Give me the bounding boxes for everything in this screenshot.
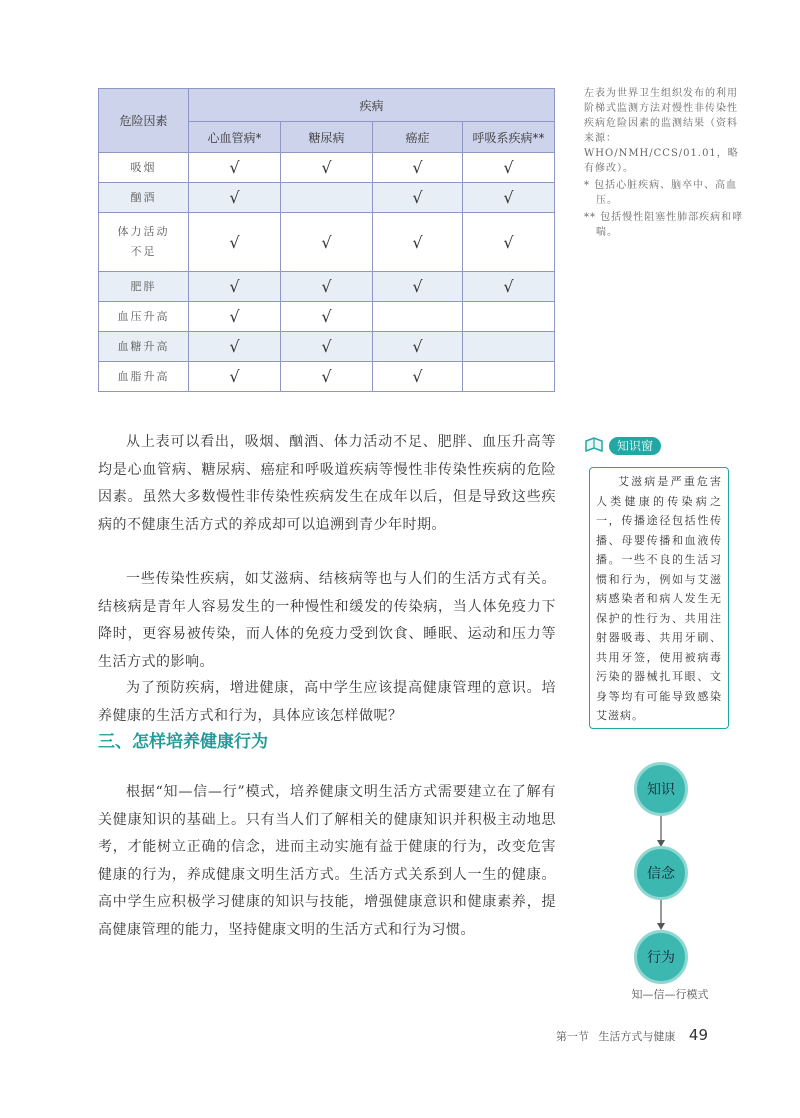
checkmark-icon: √ (321, 277, 332, 296)
table-side-note (584, 86, 744, 240)
knowledge-window-text: 艾滋病是严重危害人类健康的传染病之一，传播途径包括性传播、母婴传播和血液传播。一些不良的生活习惯和行为，例如与艾滋病感染者和病人发生无保护的性行为、共用注射器吸毒、共用牙刷、共用牙签，使用被病毒污染的器械扎耳眼、文身等均有可能导致感染艾滋病。 (589, 467, 729, 729)
checkmark-icon: √ (412, 188, 423, 207)
knowledge-window-title: 知识窗 (609, 437, 661, 455)
checkmark-icon: √ (412, 158, 423, 177)
flow-node-belief: 信念 (634, 846, 688, 900)
check-cell (373, 362, 463, 392)
table-row (99, 153, 555, 183)
table-row (99, 362, 555, 392)
page-footer (556, 1026, 708, 1044)
kab-flow-diagram (620, 760, 730, 1000)
risk-factor-label: 肥胖 (130, 279, 157, 293)
check-cell (281, 272, 373, 302)
empty-cell (281, 183, 373, 213)
checkmark-icon: √ (229, 337, 240, 356)
checkmark-icon: √ (229, 367, 240, 386)
checkmark-icon: √ (321, 158, 332, 177)
checkmark-icon: √ (229, 277, 240, 296)
checkmark-icon: √ (503, 277, 514, 296)
footnote-cardio: * 包括心脏疾病、脑卒中、高血压。 (584, 180, 738, 206)
paragraph-kab-model: 根据“知—信—行”模式，培养健康文明生活方式需要建立在了解有关健康知识的基础上。只有当人们了解相关的健康知识并积极主动地思考，才能树立正确的信念，进而主动实施有益于健康的行为，改变危害健康的行为，养成健康文明生活方式。生活方式关系到人一生的健康。高中学生应积极学习健康的知识与技能，增强健康意识和健康素养，提高健康管理的能力，坚持健康文明的生活方式和行为习惯。 (98, 784, 556, 938)
table-corner-header: 危险因素 (99, 89, 189, 153)
table-row (99, 213, 555, 272)
risk-factor-cell (99, 362, 189, 392)
check-cell (281, 153, 373, 183)
check-cell (373, 332, 463, 362)
checkmark-icon: √ (321, 337, 332, 356)
footnote-respiratory: ** 包括慢性阻塞性肺部疾病和哮喘。 (584, 212, 744, 238)
table-row (99, 183, 555, 213)
checkmark-icon: √ (412, 277, 423, 296)
check-cell (189, 302, 281, 332)
empty-cell (373, 302, 463, 332)
check-cell (373, 153, 463, 183)
checkmark-icon: √ (229, 232, 240, 252)
flow-node-action: 行为 (634, 930, 688, 984)
footer-title: 生活方式与健康 (598, 1030, 676, 1043)
risk-factor-cell (99, 183, 189, 213)
checkmark-icon: √ (503, 232, 514, 252)
risk-factor-cell (99, 332, 189, 362)
checkmark-icon: √ (229, 158, 240, 177)
checkmark-icon: √ (321, 232, 332, 252)
empty-cell (463, 332, 555, 362)
risk-factor-label: 酗酒 (130, 190, 157, 204)
checkmark-icon: √ (321, 307, 332, 326)
column-header: 糖尿病 (281, 122, 373, 153)
paragraph-risk-factors: 从上表可以看出，吸烟、酗酒、体力活动不足、肥胖、血压升高等均是心血管病、糖尿病、癌症和呼吸道疾病等慢性非传染性疾病的危险因素。虽然大多数慢性非传染性疾病发生在成年以后，但是导致这些疾病的不健康生活方式的养成却可以追溯到青少年时期。 (98, 434, 556, 533)
checkmark-icon: √ (412, 337, 423, 356)
check-cell (373, 272, 463, 302)
check-cell (281, 302, 373, 332)
check-cell (373, 213, 463, 272)
risk-factor-label: 血压升高 (117, 309, 170, 323)
column-header: 癌症 (373, 122, 463, 153)
check-cell (189, 183, 281, 213)
checkmark-icon: √ (321, 367, 332, 386)
risk-factor-label: 血脂升高 (117, 369, 170, 383)
checkmark-icon: √ (412, 367, 423, 386)
table-group-header: 疾病 (189, 89, 555, 122)
check-cell (463, 153, 555, 183)
flow-caption: 知—信—行模式 (631, 988, 709, 1001)
flow-node-knowledge: 知识 (634, 762, 688, 816)
table-row (99, 302, 555, 332)
paragraph-health-management: 为了预防疾病，增进健康，高中学生应该提高健康管理的意识。培养健康的生活方式和行为，具体应该怎样做呢？ (98, 680, 556, 724)
check-cell (281, 362, 373, 392)
check-cell (189, 153, 281, 183)
paragraph-infectious-disease: 一些传染性疾病，如艾滋病、结核病等也与人们的生活方式有关。结核病是青年人容易发生的一种慢性和缓发的传染病，当人体免疫力下降时，更容易被传染，而人体的免疫力受到饮食、睡眠、运动和压力等生活方式的影响。 (98, 571, 556, 670)
knowledge-window-header (577, 431, 740, 459)
page-number: 49 (688, 1026, 708, 1044)
side-note-main: 左表为世界卫生组织发布的利用阶梯式监测方法对慢性非传染性疾病危险因素的监测结果（资料来源：WHO/NMH/CCS/01.01，略有修改）。 (584, 88, 739, 174)
checkmark-icon: √ (229, 307, 240, 326)
risk-factor-cell (99, 213, 189, 272)
risk-factor-cell (99, 302, 189, 332)
risk-factor-label: 吸烟 (130, 160, 157, 174)
check-cell (373, 183, 463, 213)
check-cell (189, 213, 281, 272)
column-header: 心血管病* (189, 122, 281, 153)
risk-factor-table (98, 88, 555, 392)
risk-factor-label: 血糖升高 (117, 339, 170, 353)
table-row (99, 332, 555, 362)
knowledge-window (577, 431, 740, 737)
check-cell (189, 272, 281, 302)
checkmark-icon: √ (503, 158, 514, 177)
check-cell (281, 213, 373, 272)
risk-factor-cell (99, 272, 189, 302)
flow-arrow-head (657, 923, 665, 930)
check-cell (189, 332, 281, 362)
checkmark-icon: √ (229, 188, 240, 207)
footer-section: 第一节 (555, 1030, 589, 1043)
check-cell (463, 183, 555, 213)
empty-cell (463, 302, 555, 332)
checkmark-icon: √ (412, 232, 423, 252)
check-cell (189, 362, 281, 392)
column-header: 呼吸系疾病** (463, 122, 555, 153)
book-icon (585, 437, 603, 453)
risk-factor-label: 体力活动不足 (117, 225, 170, 258)
check-cell (463, 213, 555, 272)
risk-factor-cell (99, 153, 189, 183)
check-cell (281, 332, 373, 362)
section-title: 三、怎样培养健康行为 (98, 732, 268, 752)
checkmark-icon: √ (503, 188, 514, 207)
table-row (99, 272, 555, 302)
check-cell (463, 272, 555, 302)
empty-cell (463, 362, 555, 392)
